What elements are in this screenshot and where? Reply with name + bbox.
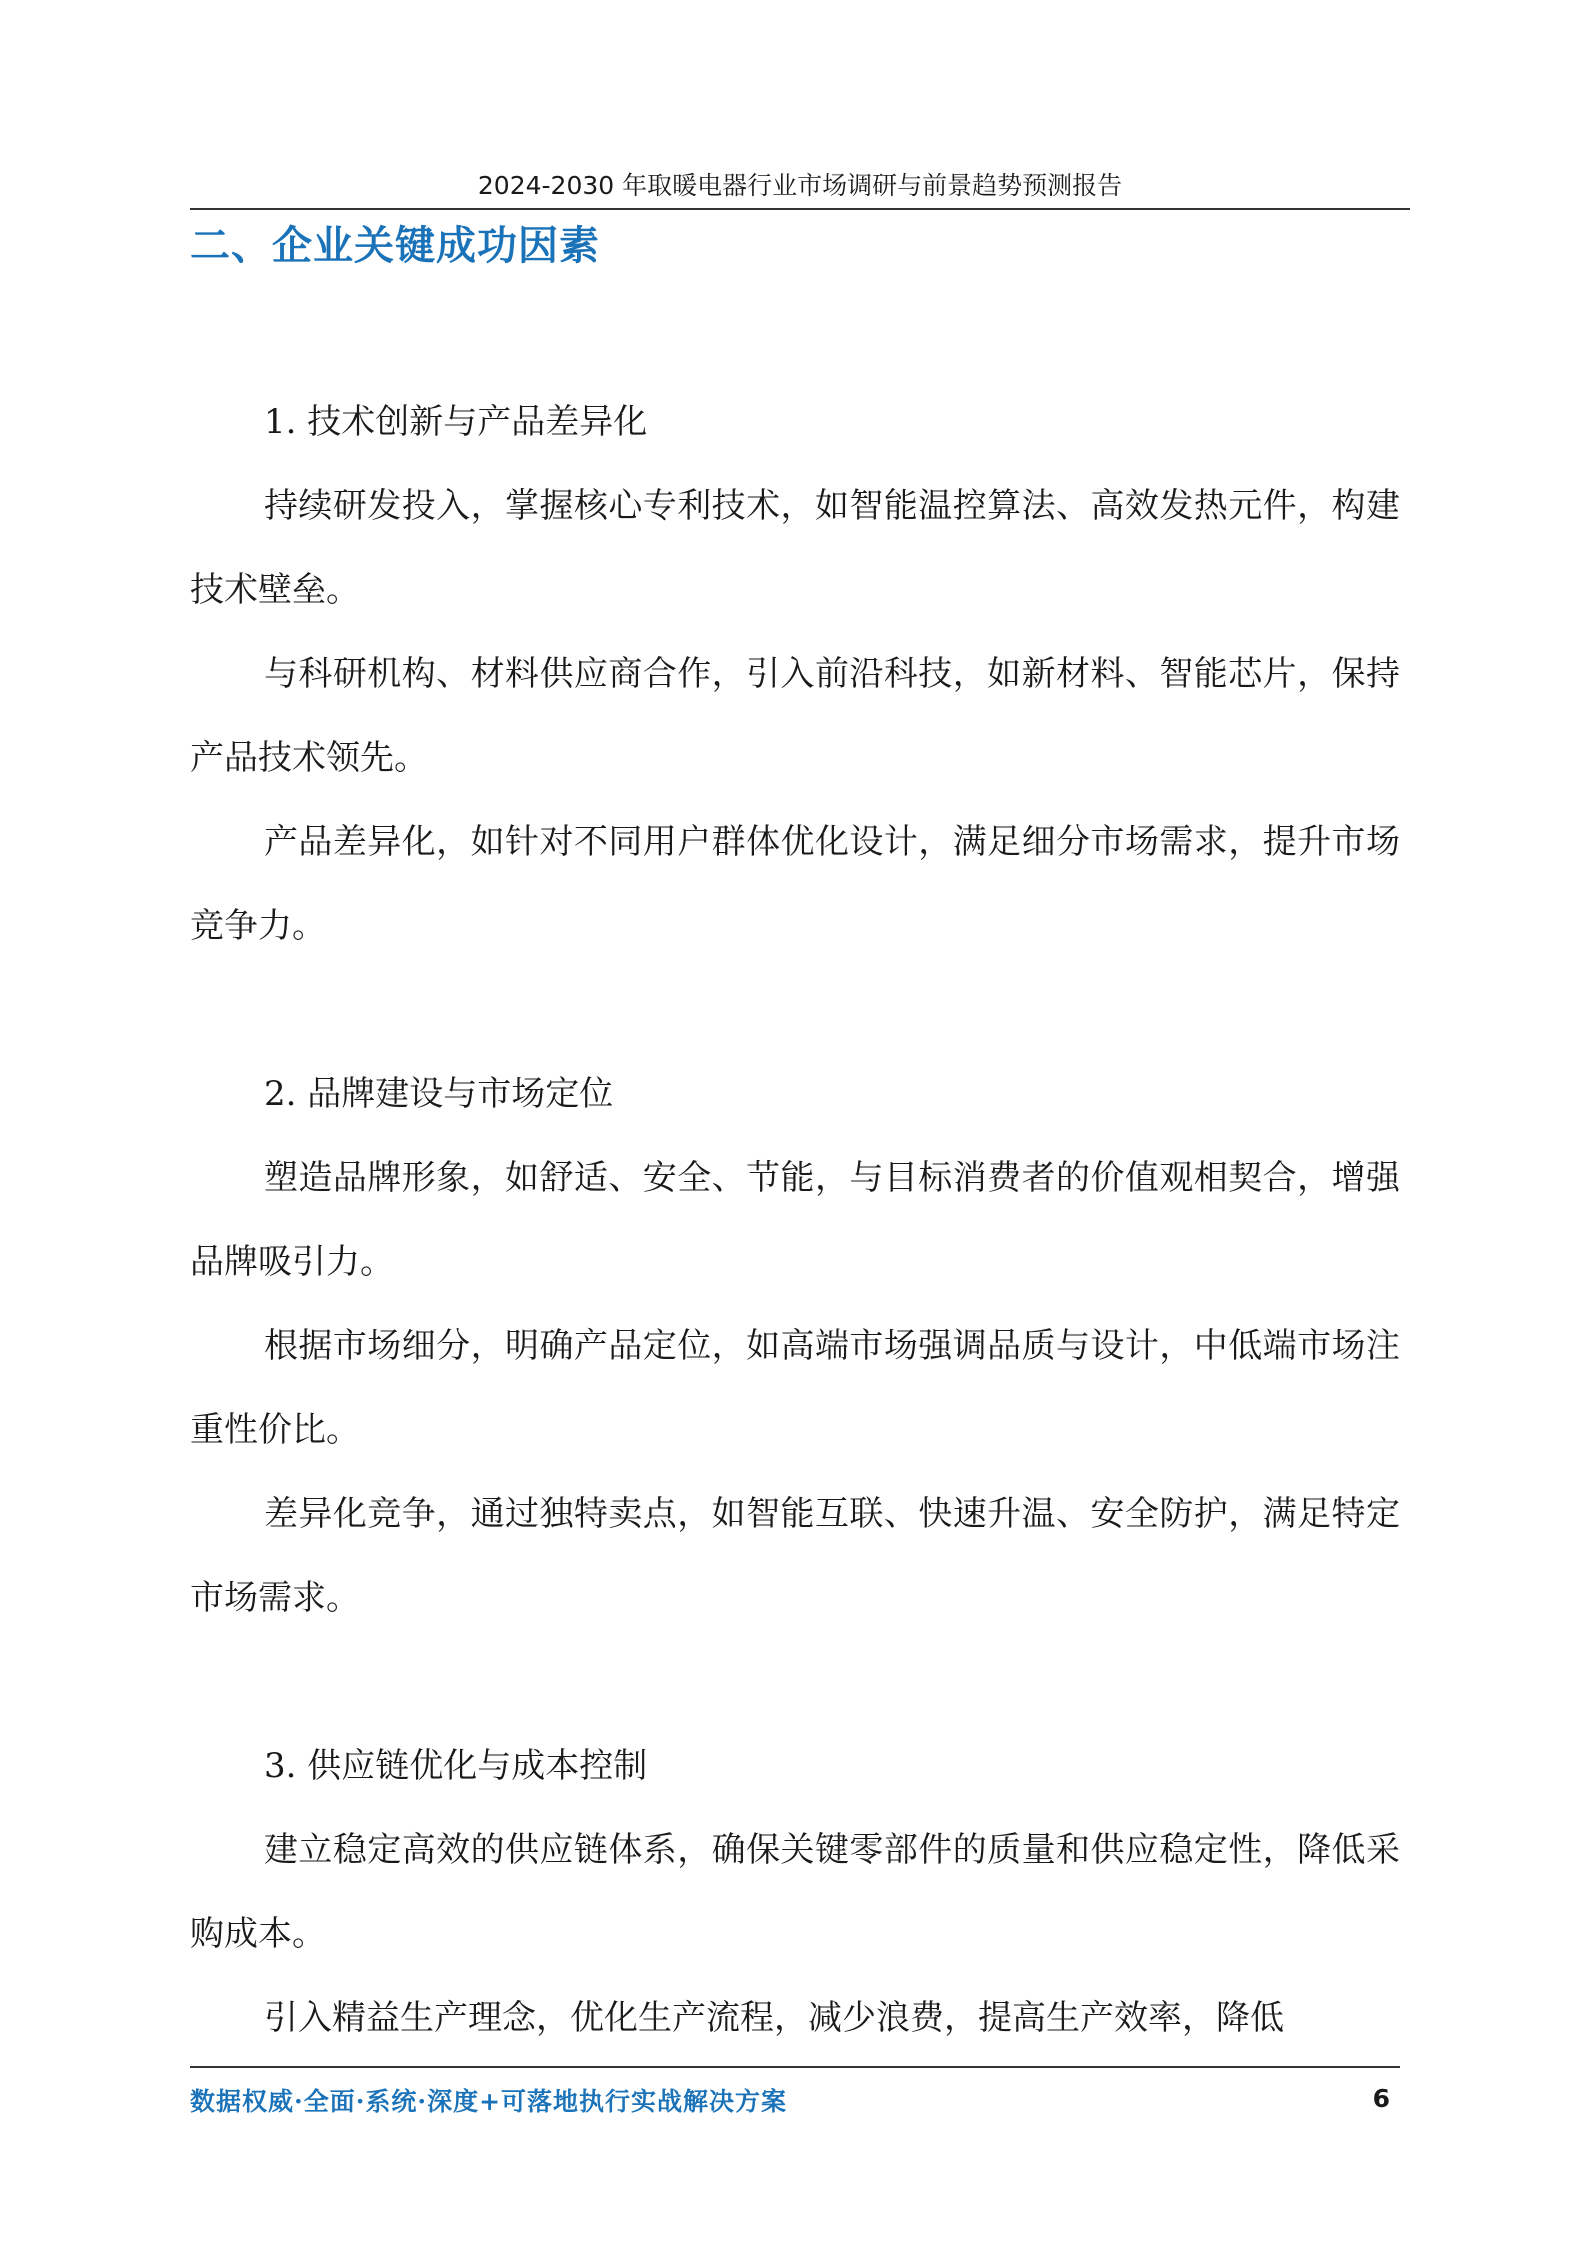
subsection-heading: 1. 技术创新与产品差异化 bbox=[264, 402, 648, 442]
paragraph: 引入精益生产理念，优化生产流程，减少浪费，提高生产效率，降低 bbox=[264, 1998, 1284, 2038]
footer-slogan: 数据权威·全面·系统·深度+可落地执行实战解决方案 bbox=[190, 2087, 788, 2116]
subsection-heading: 2. 品牌建设与市场定位 bbox=[264, 1074, 614, 1114]
spacer bbox=[190, 1640, 1400, 1724]
header-divider bbox=[190, 208, 1410, 210]
paragraph: 根据市场细分，明确产品定位，如高端市场强调品质与设计，中低端市场注重性价比。 bbox=[190, 1326, 1400, 1450]
paragraph: 建立稳定高效的供应链体系，确保关键零部件的质量和供应稳定性，降低采购成本。 bbox=[190, 1830, 1400, 1954]
footer-divider bbox=[190, 2066, 1400, 2068]
paragraph: 持续研发投入，掌握核心专利技术，如智能温控算法、高效发热元件，构建技术壁垒。 bbox=[190, 486, 1400, 610]
section-title: 二、企业关键成功因素 bbox=[190, 223, 600, 269]
spacer bbox=[190, 968, 1400, 1052]
paragraph: 塑造品牌形象，如舒适、安全、节能，与目标消费者的价值观相契合，增强品牌吸引力。 bbox=[190, 1158, 1400, 1282]
paragraph: 产品差异化，如针对不同用户群体优化设计，满足细分市场需求，提升市场竞争力。 bbox=[190, 822, 1400, 946]
page-number: 6 bbox=[1372, 2084, 1390, 2113]
running-header-title: 2024-2030 年取暖电器行业市场调研与前景趋势预测报告 bbox=[477, 171, 1123, 200]
subsection-heading: 3. 供应链优化与成本控制 bbox=[264, 1746, 648, 1786]
paragraph: 差异化竞争，通过独特卖点，如智能互联、快速升温、安全防护，满足特定市场需求。 bbox=[190, 1494, 1400, 1618]
paragraph: 与科研机构、材料供应商合作，引入前沿科技，如新材料、智能芯片，保持产品技术领先。 bbox=[190, 654, 1400, 778]
document-body bbox=[190, 380, 1400, 2060]
